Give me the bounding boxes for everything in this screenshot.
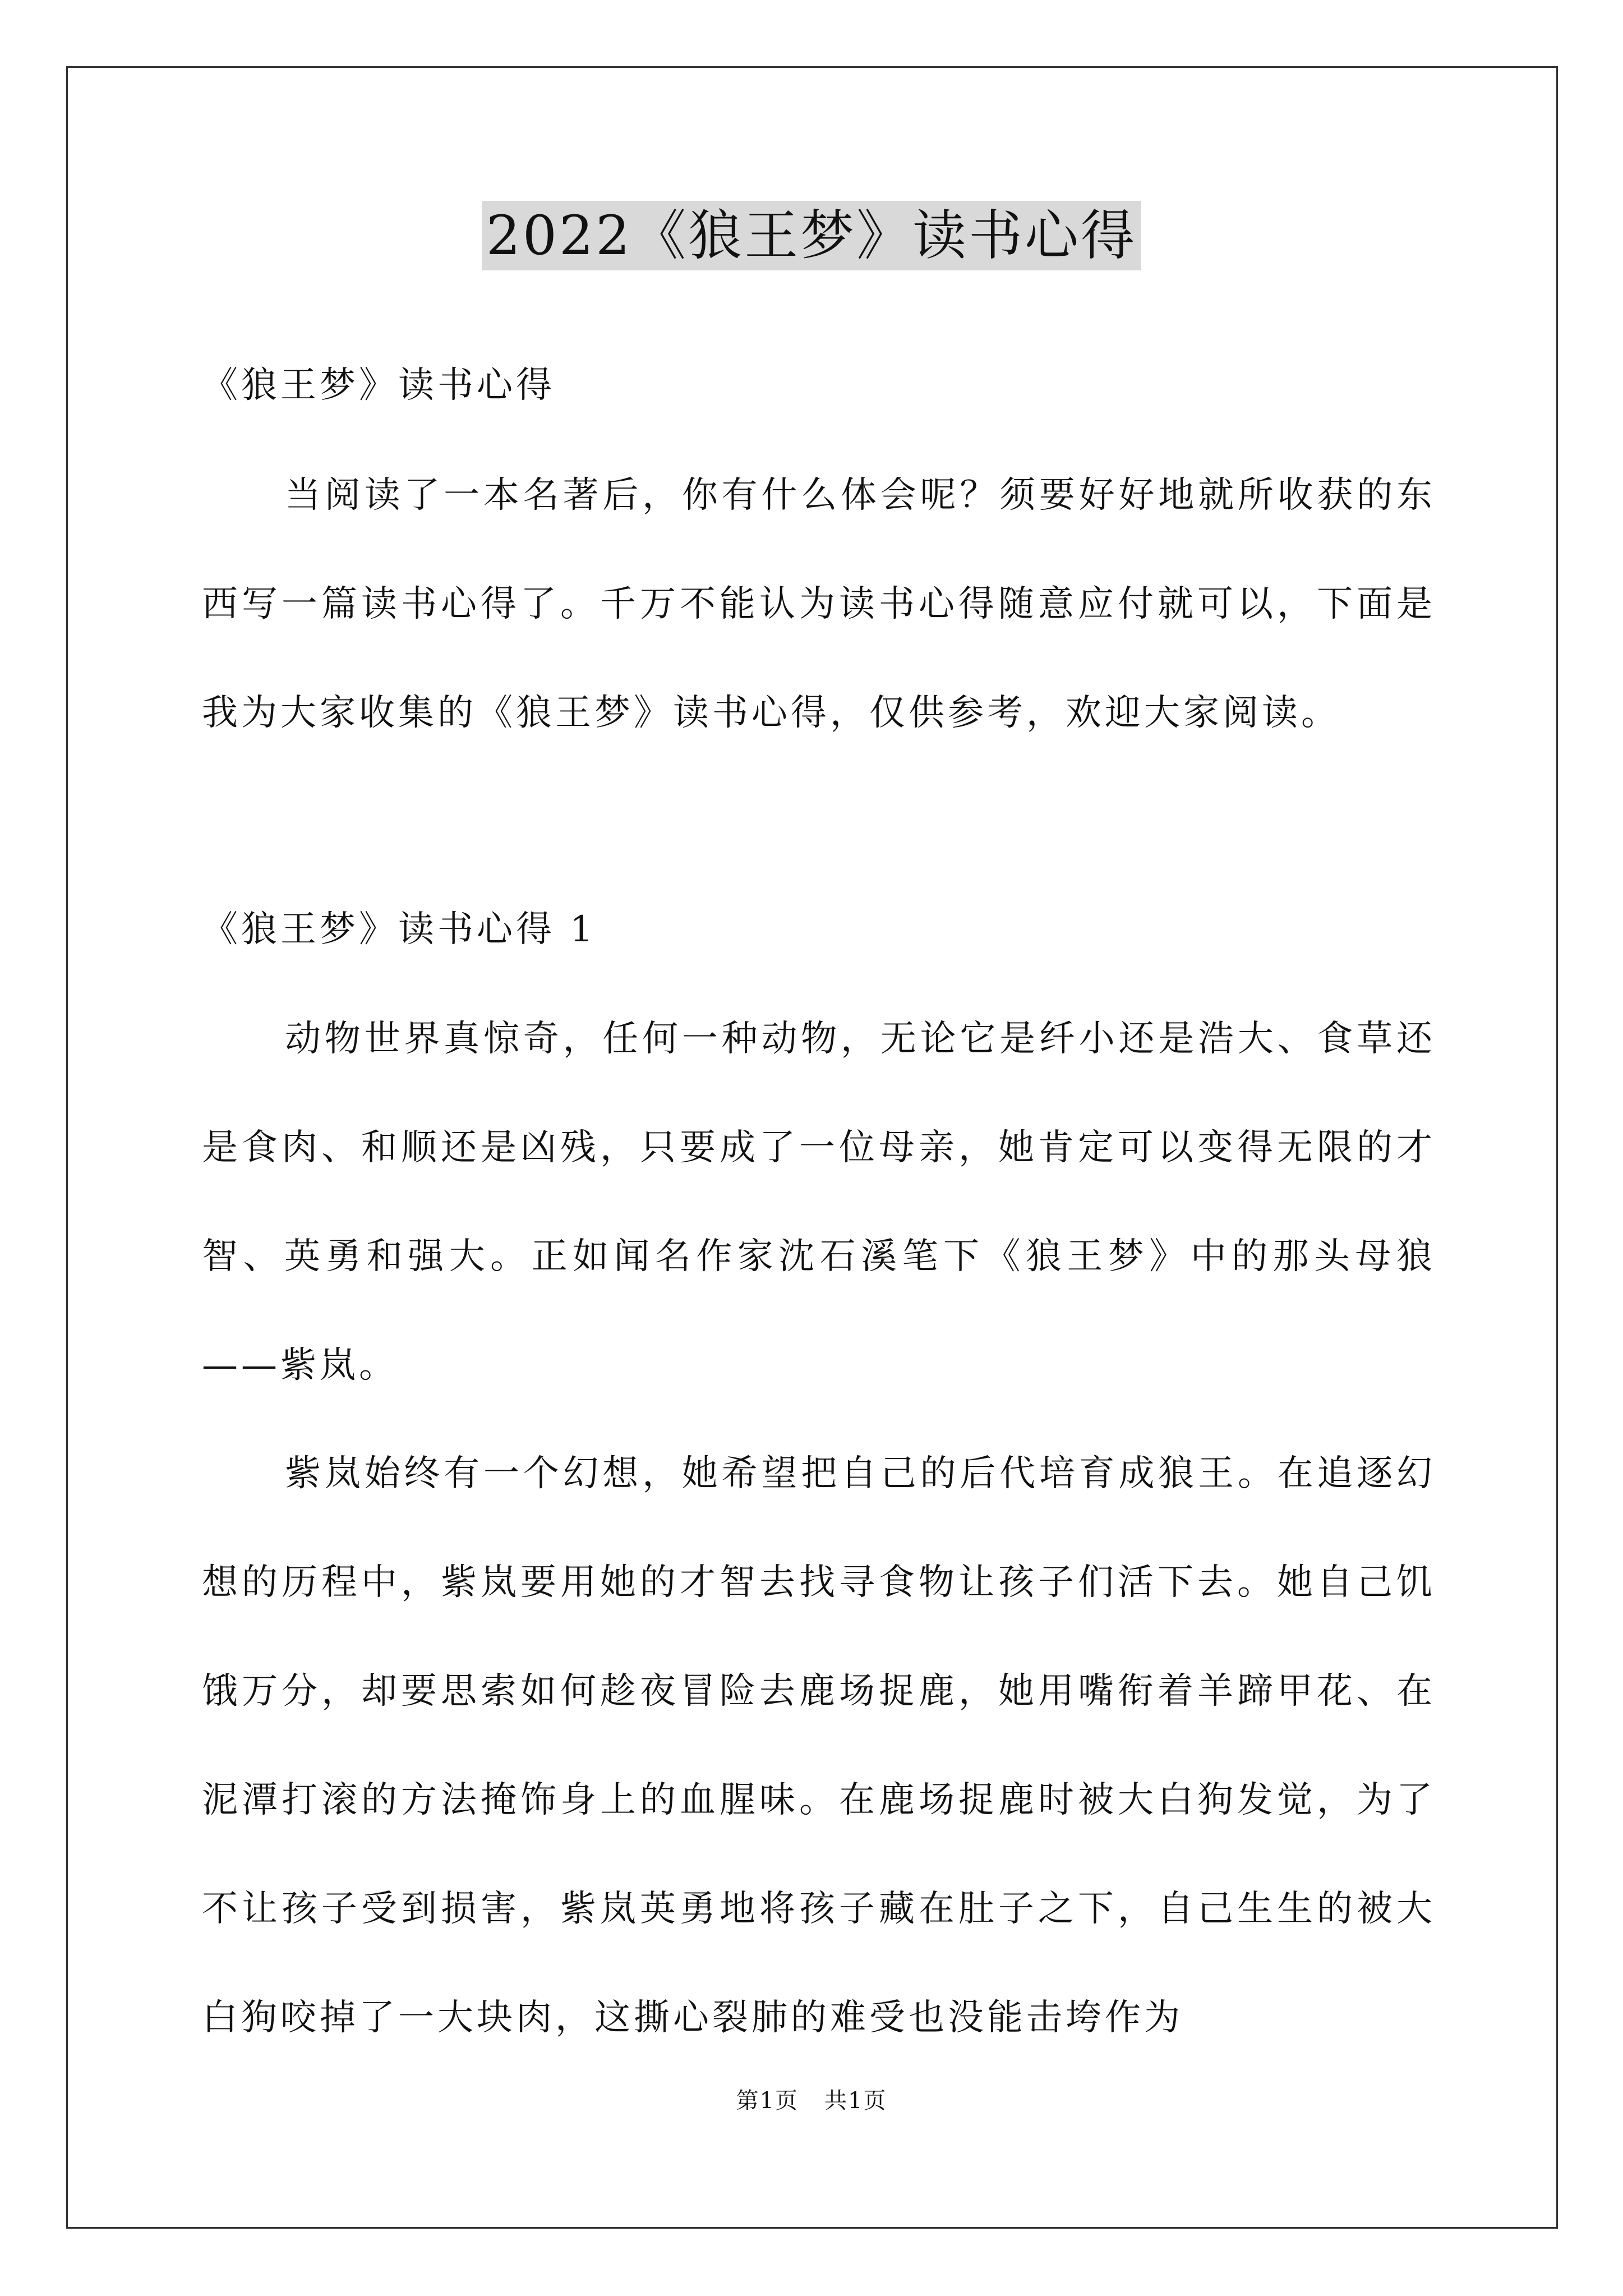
body-paragraph: 动物世界真惊奇，任何一种动物，无论它是纤小还是浩大、食草还是食肉、和顺还是凶残，只要成了一位母亲，她肯定可以变得无限的才智、英勇和强大。正如闻名作家沈石溪笔下《狼王梦》中的那头母狼——紫岚。 (202, 1018, 1436, 1386)
subsection-heading: 《狼王梦》读书心得 1 (202, 909, 597, 950)
page-number: 第1页 (736, 2088, 799, 2114)
body-paragraph: 紫岚始终有一个幻想，她希望把自己的后代培育成狼王。在追逐幻想的历程中，紫岚要用她的才智去找寻食物让孩子们活下去。她自己饥饿万分，却要思索如何趁夜冒险去鹿场捉鹿，她用嘴衔着羊蹄甲花、在泥潭打滚的方法掩饰身上的血腥味。在鹿场捉鹿时被大白狗发觉，为了不让孩子受到损害，紫岚英勇地将孩子藏在肚子之下，自己生生的被大白狗咬掉了一大块肉，这撕心裂肺的难受也没能击垮作为 (202, 1453, 1436, 2039)
document-title-text: 2022《狼王梦》读书心得 (482, 201, 1141, 270)
document-title (0, 202, 1623, 269)
page-total: 共1页 (824, 2088, 887, 2114)
intro-paragraph: 当阅读了一本名著后，你有什么体会呢？须要好好地就所收获的东西写一篇读书心得了。千万不能认为读书心得随意应付就可以，下面是我为大家收集的《狼王梦》读书心得，仅供参考，欢迎大家阅读。 (202, 475, 1436, 734)
section-heading: 《狼王梦》读书心得 (202, 365, 555, 406)
page-footer (0, 2084, 1623, 2118)
